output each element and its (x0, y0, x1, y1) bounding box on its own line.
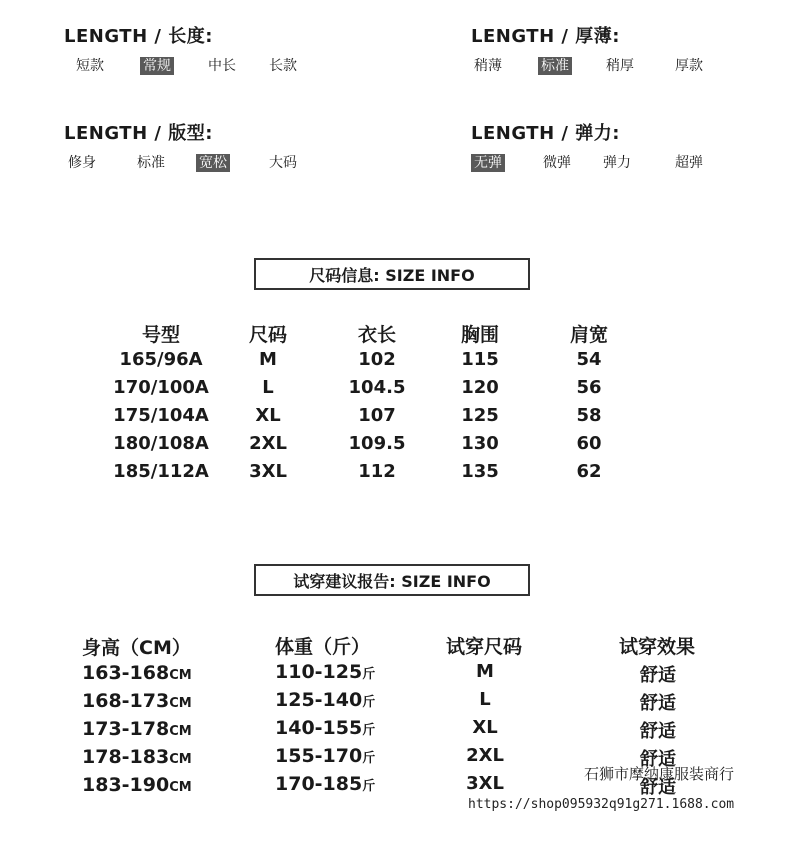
size-cell: 120 (461, 377, 499, 398)
elasticity-option-slight: 微弹 (543, 155, 571, 171)
size-cell: XL (255, 405, 281, 426)
elasticity-title: LENGTH / 弹力: (471, 123, 620, 144)
length-option-regular-selected: 常规 (140, 57, 174, 75)
length-option-short: 短款 (76, 58, 104, 74)
size-header-model: 号型 (141, 324, 181, 346)
size-cell: 170/100A (113, 377, 209, 398)
elasticity-option-none-selected: 无弹 (471, 154, 505, 172)
shop-url-watermark: https://shop095932q91g271.1688.com (468, 797, 735, 812)
fit-weight-cell: 170-185斤 (275, 773, 376, 795)
fit-option-plus-size: 大码 (269, 155, 297, 171)
fit-size-cell: M (476, 661, 494, 682)
thickness-option-standard-selected: 标准 (538, 57, 572, 75)
size-cell: 107 (358, 405, 396, 426)
fit-size-cell: 3XL (466, 773, 504, 794)
fit-header-height: 身高（CM） (82, 637, 191, 659)
fit-weight-cell: 125-140斤 (275, 689, 376, 711)
fit-effect-cell: 舒适 (640, 777, 676, 798)
fit-weight-cell: 140-155斤 (275, 717, 376, 739)
size-header-shoulder: 肩宽 (569, 324, 609, 346)
thickness-option-thin: 稍薄 (474, 58, 502, 74)
size-cell: 175/104A (113, 405, 209, 426)
length-title: LENGTH / 长度: (64, 26, 213, 47)
fit-option-standard: 标准 (137, 155, 165, 171)
fit-header-size: 试穿尺码 (446, 636, 523, 658)
elasticity-option-super-stretch: 超弹 (675, 155, 703, 171)
size-header-chest: 胸围 (460, 324, 500, 346)
size-cell: 185/112A (113, 461, 209, 482)
shop-name-watermark: 石狮市摩纳康服装商行 (584, 765, 735, 783)
elasticity-option-stretch: 弹力 (603, 155, 631, 171)
size-cell: 109.5 (348, 433, 406, 454)
size-header-length: 衣长 (357, 324, 397, 346)
fit-effect-cell: 舒适 (640, 693, 676, 714)
fit-height-cell: 173-178CM (82, 718, 192, 740)
size-cell: 54 (576, 349, 602, 370)
thickness-option-thick: 厚款 (675, 58, 703, 74)
size-cell: 165/96A (119, 349, 203, 370)
fit-size-cell: L (479, 689, 491, 710)
fit-header-weight: 体重（斤） (275, 636, 371, 658)
size-cell: 130 (461, 433, 499, 454)
fit-size-cell: XL (472, 717, 498, 738)
fit-size-cell: 2XL (466, 745, 504, 766)
size-cell: 56 (576, 377, 602, 398)
length-option-long: 长款 (269, 58, 297, 74)
fit-option-slim: 修身 (68, 155, 96, 171)
size-cell: 112 (358, 461, 396, 482)
fit-weight-cell: 110-125斤 (275, 661, 376, 683)
fit-weight-cell: 155-170斤 (275, 745, 376, 767)
fit-header-effect: 试穿效果 (619, 636, 696, 658)
fit-height-cell: 183-190CM (82, 774, 192, 796)
fit-effect-cell: 舒适 (640, 721, 676, 742)
size-cell: 3XL (249, 461, 287, 482)
size-cell: 58 (576, 405, 602, 426)
size-info-title: 尺码信息: SIZE INFO (254, 258, 530, 290)
size-cell: 2XL (249, 433, 287, 454)
size-header-size: 尺码 (248, 324, 288, 346)
size-cell: 62 (576, 461, 602, 482)
fit-effect-cell: 舒适 (640, 665, 676, 686)
fit-title: LENGTH / 版型: (64, 123, 213, 144)
fit-option-loose-selected: 宽松 (196, 154, 230, 172)
thickness-option-thicker: 稍厚 (606, 58, 634, 74)
size-cell: 180/108A (113, 433, 209, 454)
thickness-title: LENGTH / 厚薄: (471, 26, 620, 47)
size-cell: L (262, 377, 274, 398)
size-cell: 125 (461, 405, 499, 426)
size-cell: 104.5 (348, 377, 406, 398)
size-cell: 135 (461, 461, 499, 482)
fit-height-cell: 168-173CM (82, 690, 192, 712)
fit-effect-cell: 舒适 (640, 749, 676, 770)
fit-height-cell: 163-168CM (82, 662, 192, 684)
size-cell: 115 (461, 349, 499, 370)
fit-height-cell: 178-183CM (82, 746, 192, 768)
size-cell: M (259, 349, 277, 370)
fit-report-title: 试穿建议报告: SIZE INFO (254, 564, 530, 596)
size-cell: 60 (576, 433, 602, 454)
size-cell: 102 (358, 349, 396, 370)
length-option-mid-long: 中长 (208, 58, 236, 74)
